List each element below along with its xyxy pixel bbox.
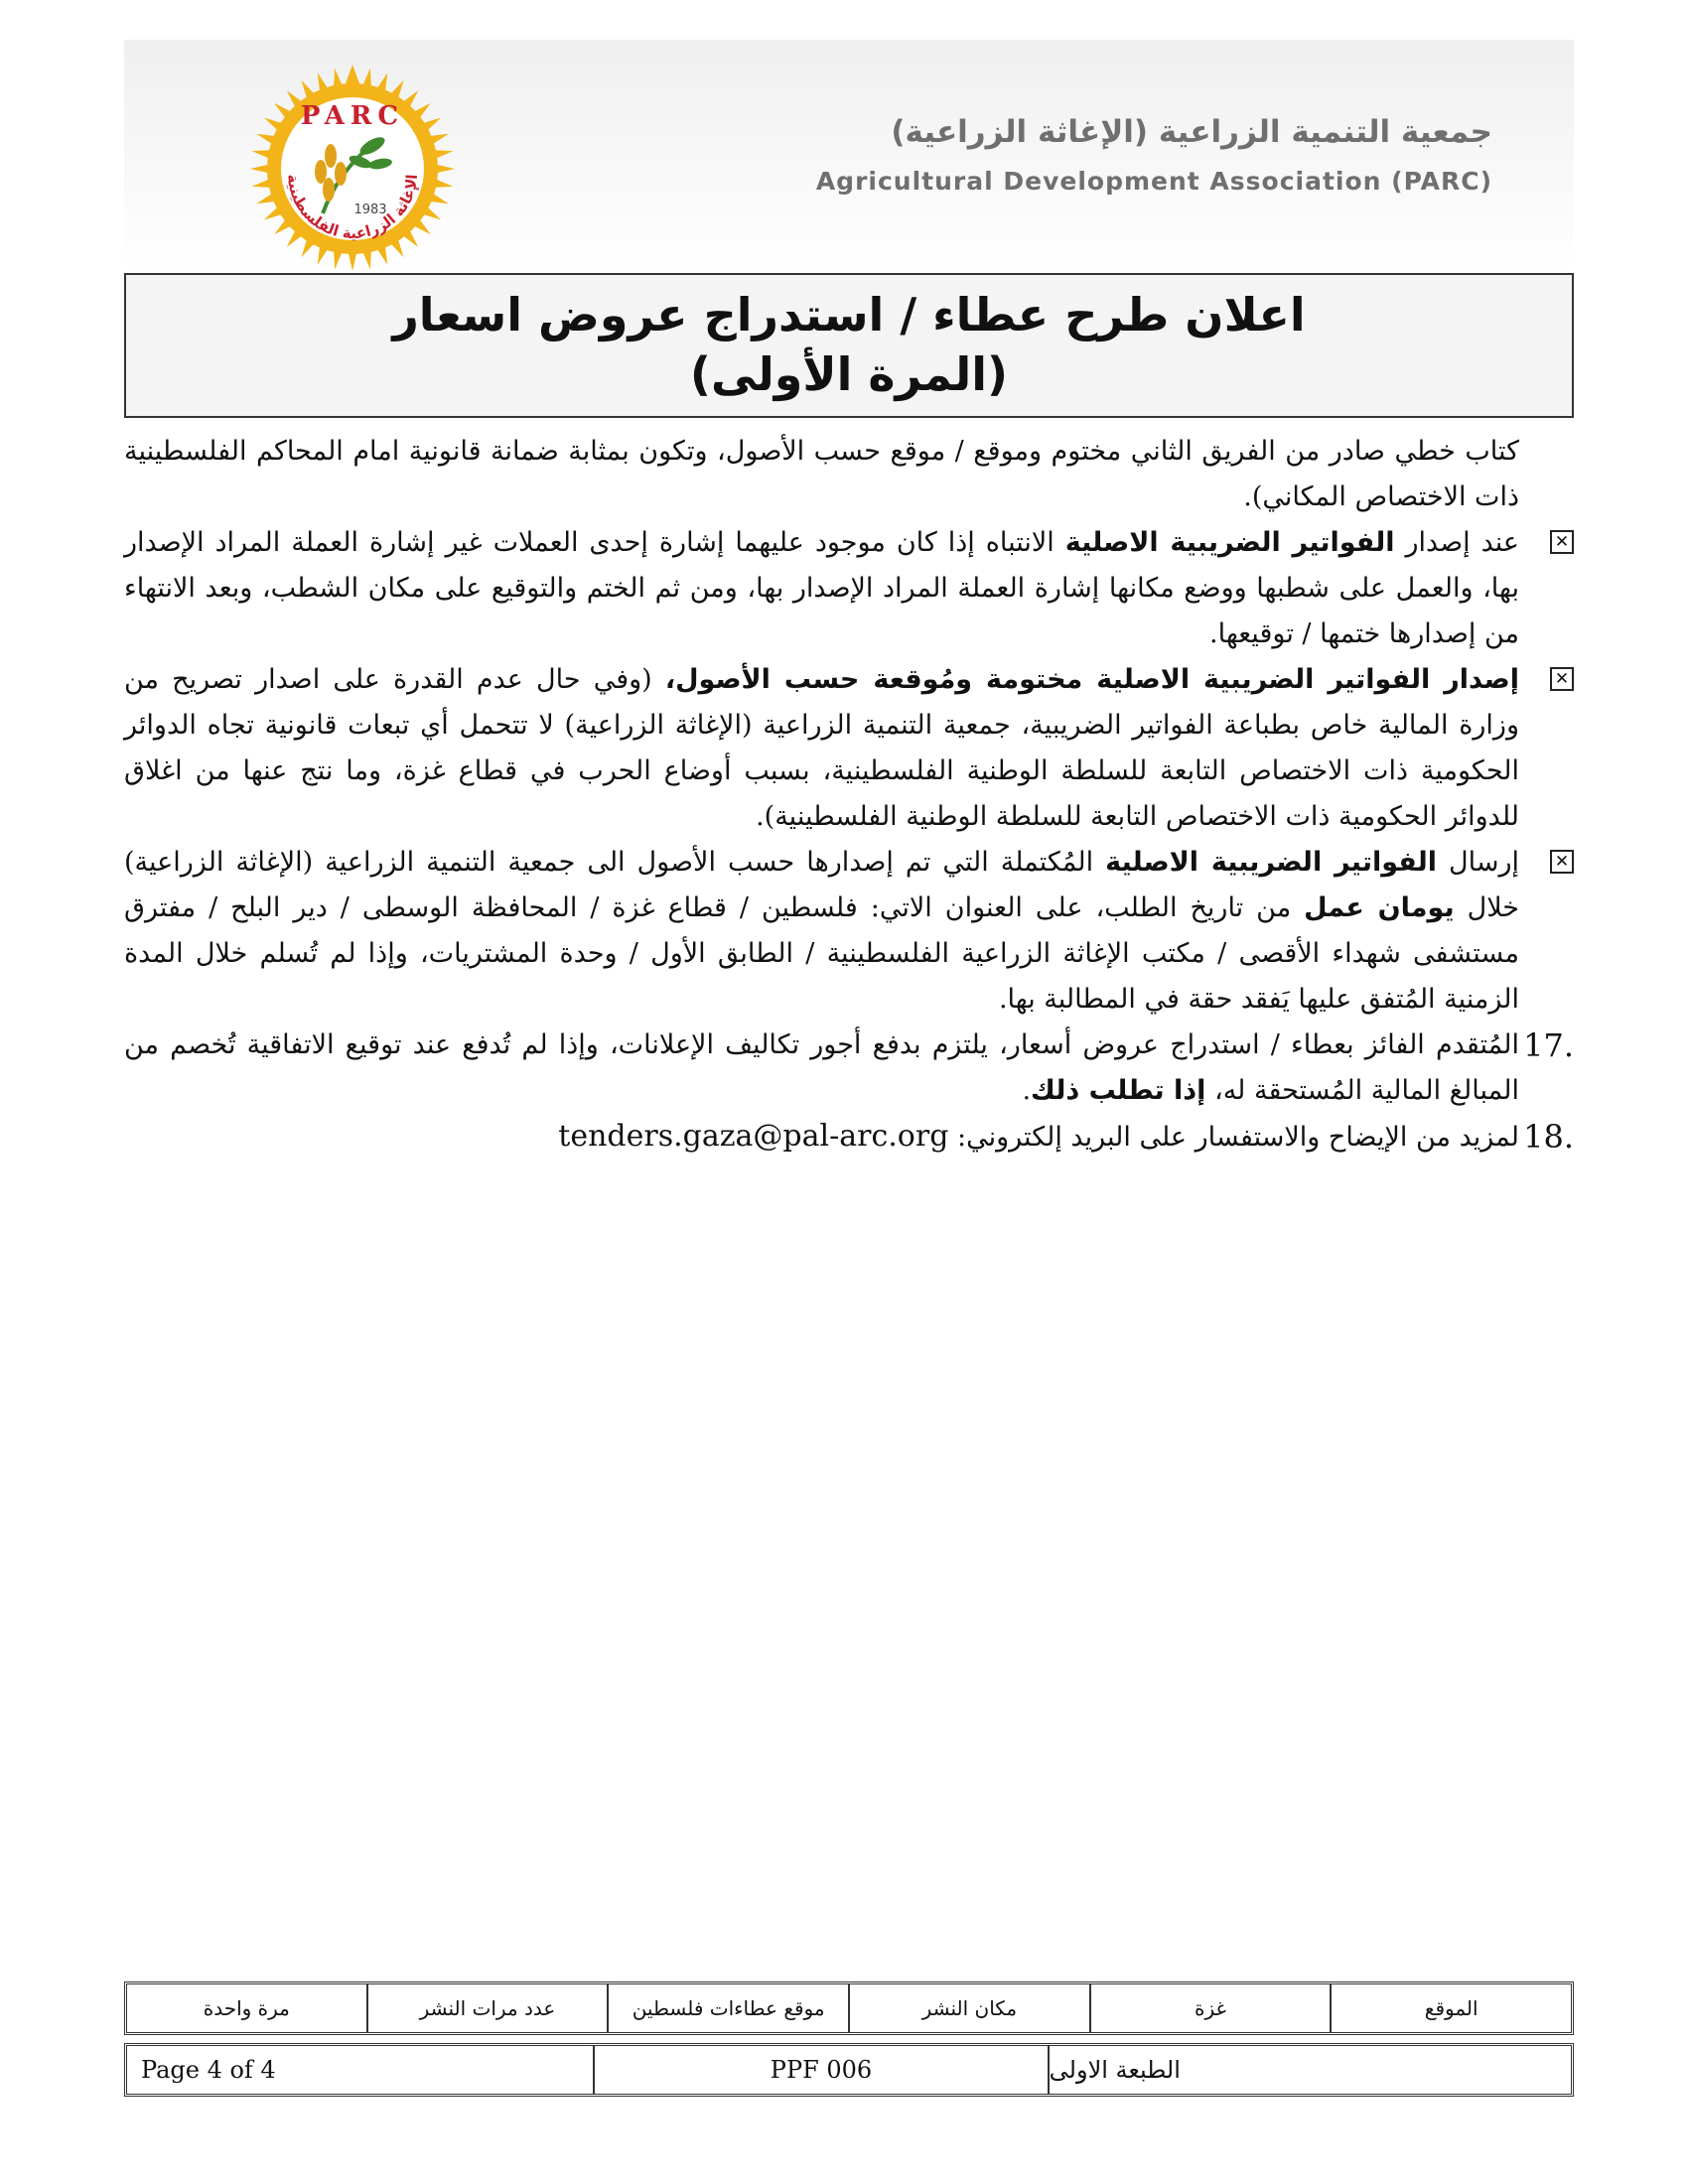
list-item-18: 18. لمزيد من الإيضاح والاستفسار على البريد إلكتروني: tenders.gaza@pal-arc.org	[124, 1114, 1574, 1160]
logo-top-text: PARC	[300, 101, 405, 131]
publication-info-table	[124, 1981, 1574, 2035]
list-item: ✕ إصدار الفواتير الضريبية الاصلية مختومة ومُوقعة حسب الأصول، (وفي حال عدم القدرة على اصدار تصريح من وزارة المالية خاص بطباعة الفواتير الضريبية، جمعية التنمية الزراعية (الإغاثة الزراعية) لا تتحمل أي تبعات قانونية تجاه الدوائر الحكومية ذات الاختصاص التابعة للسلطة الوطنية الفلسطينية، بسبب أوضاع الحرب في قطاع غزة، وما نتج عنها من اغلاق للدوائر الحكومية ذات الاختصاص التابعة للسلطة الوطنية الفلسطينية).	[124, 657, 1574, 840]
intro-paragraph: كتاب خطي صادر من الفريق الثاني مختوم وموقع / موقع حسب الأصول، وتكون بمثابة ضمانة قانونية امام المحاكم الفلسطينية ذات الاختصاص المكاني).	[124, 436, 1519, 512]
contact-email[interactable]: tenders.gaza@pal-arc.org	[558, 1119, 949, 1154]
footer-cell: عدد مرات النشر	[366, 1984, 608, 2032]
list-item-17: 17. المُتقدم الفائز بعطاء / استدراج عروض أسعار، يلتزم بدفع أجور تكاليف الإعلانات، وإذا لم تُدفع عند توقيع الاتفاقية تُخصم من المبالغ المالية المُستحقة له، إذا تطلب ذلك.	[124, 1023, 1574, 1114]
form-code: PPF 006	[595, 2046, 1049, 2094]
item-number: 18.	[1523, 1118, 1574, 1156]
checkbox-marker-icon: ✕	[1550, 850, 1574, 874]
letterhead	[124, 40, 1574, 273]
document-body	[124, 429, 1574, 1160]
announcement-subtitle: (المرة الأولى)	[689, 347, 1009, 401]
announcement-title: اعلان طرح عطاء / استدراج عروض اسعار	[392, 288, 1306, 341]
footer-cell: الموقع	[1330, 1984, 1571, 2032]
edition-label: الطبعة الاولى	[1049, 2056, 1181, 2084]
logo-year: 1983	[353, 203, 387, 217]
checkbox-marker-icon: ✕	[1550, 530, 1574, 554]
list-item: ✕ إرسال الفواتير الضريبية الاصلية المُكتملة التي تم إصدارها حسب الأصول الى جمعية التنمية الزراعية (الإغاثة الزراعية) خلال يومان عمل من تاريخ الطلب، على العنوان الاتي: فلسطين / قطاع غزة / المحافظة الوسطى / دير البلح / مفترق مستشفى شهداء الأقصى / مكتب الإغاثة الزراعية الفلسطينية / الطابق الأول / وحدة المشتريات، وإذا لم تُسلم خلال المدة الزمنية المُتفق عليها يَفقد حقة في المطالبة بها.	[124, 840, 1574, 1023]
org-name-arabic: جمعية التنمية الزراعية (الإغاثة الزراعية)	[891, 114, 1492, 150]
footer-cell: غزة	[1089, 1984, 1331, 2032]
page-number: Page 4 of 4	[127, 2046, 595, 2094]
announcement-title-box	[124, 273, 1574, 418]
item-number: 17.	[1523, 1026, 1574, 1064]
org-name-english: Agricultural Development Association (PARC)	[815, 167, 1492, 196]
list-item: ✕ عند إصدار الفواتير الضريبية الاصلية الانتباه إذا كان موجود عليهما إشارة إحدى العملات غير إشارة العملة المراد الإصدار بها، والعمل على شطبها ووضع مكانها إشارة العملة المراد الإصدار بها، ومن ثم الختم والتوقيع على مكان الشطب، وبعد الانتهاء من إصدارها ختمها / توقيعها.	[124, 520, 1574, 657]
footer-cell: موقع عطاءات فلسطين	[607, 1984, 848, 2032]
parc-logo	[204, 65, 501, 273]
footer-cell: مكان النشر	[848, 1984, 1089, 2032]
footer-cell: مرة واحدة	[203, 1996, 290, 2020]
logo-ring-text: الإغاثة الزراعية الفلسطينية	[283, 173, 422, 243]
page-info-table	[124, 2043, 1574, 2097]
checkbox-marker-icon: ✕	[1550, 667, 1574, 691]
